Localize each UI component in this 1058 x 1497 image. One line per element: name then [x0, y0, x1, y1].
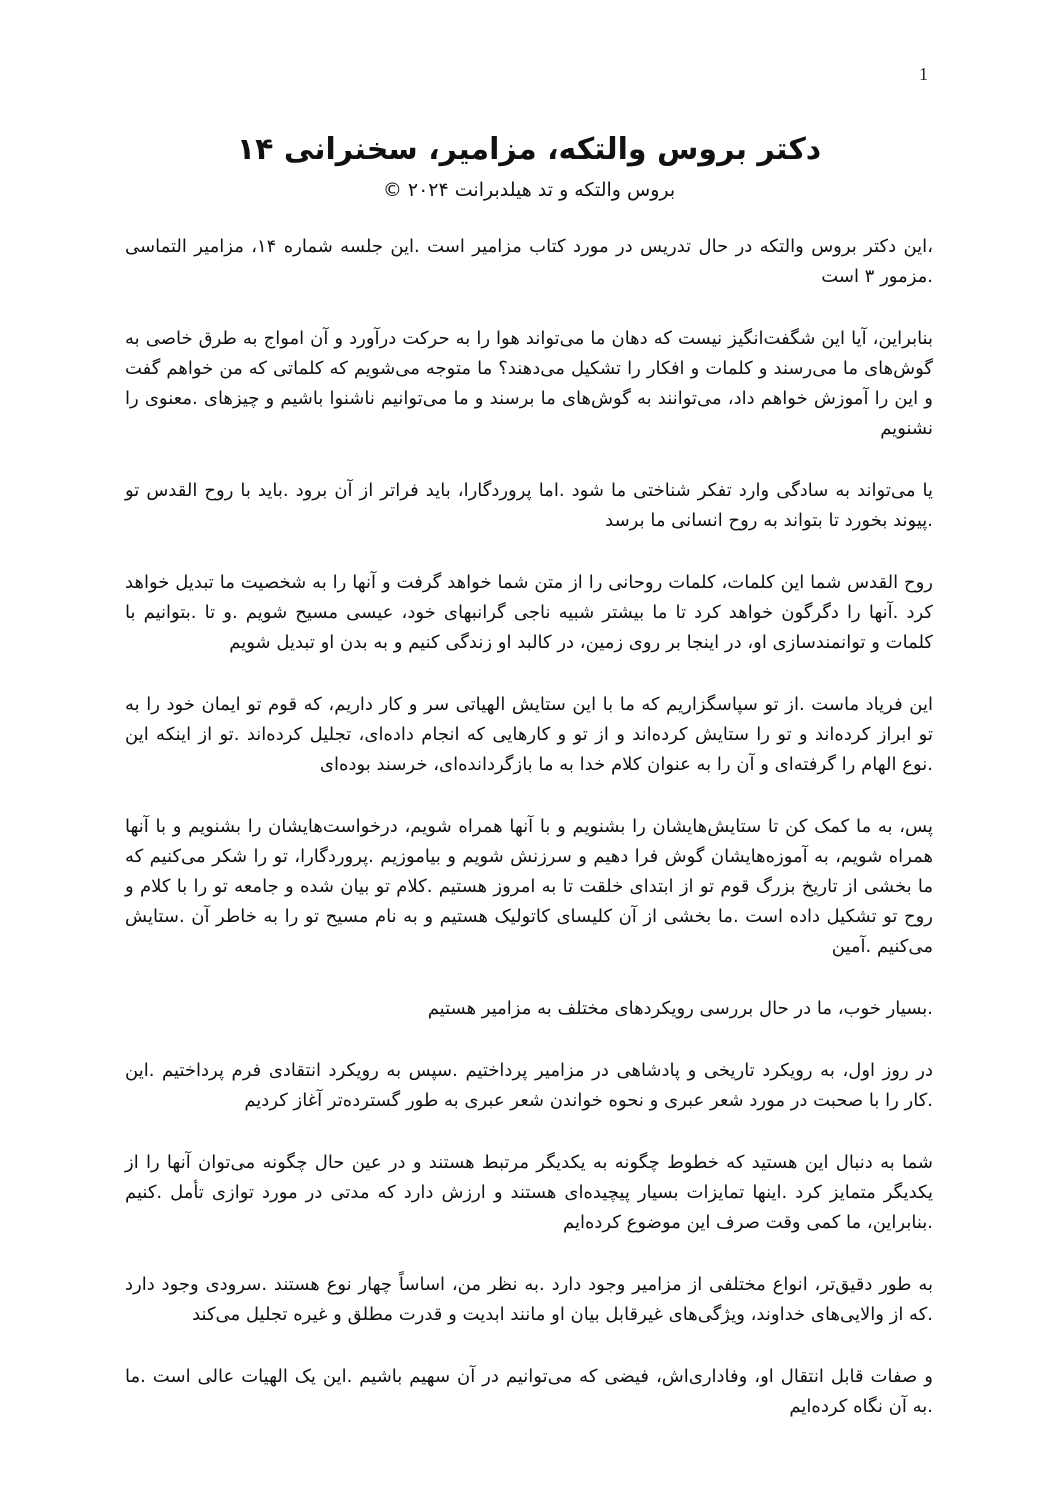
paragraph-1: ،این دکتر بروس والتکه در حال تدریس در مورد کتاب مزامیر است .این جلسه شماره ۱۴، مزامیر التماسی .مزمور ۳ است [125, 236, 933, 287]
page-number: 1 [919, 64, 928, 84]
paragraph-11: و صفات قابل انتقال او، وفاداری‌اش، فیضی که می‌توانیم در آن سهیم باشیم .این یک الهیات عالی است .ما .به آن نگاه کرده‌ایم [125, 1366, 933, 1417]
paragraph-7: .بسیار خوب، ما در حال بررسی رویکردهای مختلف به مزامیر هستیم [427, 998, 933, 1019]
document-subtitle: بروس والتکه و تد هیلدبرانت ۲۰۲۴ © [382, 179, 676, 201]
paragraph-9: شما به دنبال این هستید که خطوط چگونه به یکدیگر مرتبط هستند و در عین حال چگونه می‌توان آنها را از یکدیگر متمایز کرد .اینها تمایزات بسیار پیچیده‌ای هستند و ارزش دارد که مدتی در مورد توازی تأمل .کنیم .بنابراین، ما کمی وقت صرف این موضوع کرده‌ایم [125, 1152, 933, 1233]
paragraph-6: پس، به ما کمک کن تا ستایش‌هایشان را بشنویم و با آنها همراه شویم، درخواست‌هایشان را بشنویم و با آنها همراه شویم، به آموزه‌هایشان گوش فرا دهیم و سرزنش شویم و بیاموزیم .پروردگارا، تو را شکر می‌کنیم که ما بخشی از تاریخ بزرگ قوم تو از ابتدای خلقت تا به امروز هستیم .کلام تو بیان شده و جامعه تو را با کلام و روح تو تشکیل داده است .ما بخشی از آن کلیسای کاتولیک هستیم و به نام مسیح تو را به خاطر آن .ستایش می‌کنیم .آمین [125, 816, 933, 957]
paragraph-8: در روز اول، به رویکرد تاریخی و پادشاهی در مزامیر پرداختیم .سپس به رویکرد انتقادی فرم پرداختیم .این .کار را با صحبت در مورد شعر عبری و نحوه خواندن شعر عبری به طور گسترده‌تر آغاز کردیم [125, 1060, 933, 1111]
document-title: دکتر بروس والتکه، مزامیر، سخنرانی ۱۴ [236, 132, 822, 167]
paragraph-10: به طور دقیق‌تر، انواع مختلفی از مزامیر وجود دارد .به نظر من، اساساً چهار نوع هستند .سرودی وجود دارد .که از والایی‌های خداوند، ویژگی‌های غیرقابل بیان او مانند ابدیت و قدرت مطلق و غیره تجلیل می‌کند [125, 1274, 933, 1325]
paragraph-3: یا می‌تواند به سادگی وارد تفکر شناختی ما شود .اما پروردگارا، باید فراتر از آن برود .باید با روح القدس تو .پیوند بخورد تا بتواند به روح انسانی ما برسد [125, 480, 933, 531]
paragraph-5: این فریاد ماست .از تو سپاسگزاریم که ما با این ستایش الهیاتی سر و کار داریم، که قوم تو ایمان خود را به تو ابراز کرده‌اند و تو را ستایش کرده‌اند و از تو و کارهایی که انجام داده‌ای، تجلیل کرده‌اند .تو از اینکه این .نوع الهام را گرفته‌ای و آن را به عنوان کلام خدا به ما بازگردانده‌ای، خرسند بوده‌ای [125, 694, 933, 775]
paragraph-2: بنابراین، آیا این شگفت‌انگیز نیست که دهان ما می‌تواند هوا را به حرکت درآورد و آن امواج به طرق خاصی به گوش‌های ما می‌رسند و کلمات و افکار را تشکیل می‌دهند؟ ما متوجه می‌شویم که کلماتی که من خواهم گفت و این را آموزش خواهم داد، می‌توانند به گوش‌های ما برسند و ما می‌توانیم ناشنوا باشیم و چیزهای .معنوی را نشنویم [125, 328, 933, 439]
paragraph-4: روح القدس شما این کلمات، کلمات روحانی را از متن شما خواهد گرفت و آنها را به شخصیت ما تبدیل خواهد کرد .آنها را دگرگون خواهد کرد تا ما بیشتر شبیه ناجی گرانبهای خود، عیسی مسیح شویم .و تا .بتوانیم با کلمات و توانمندسازی او، در اینجا بر روی زمین، در کالبد او زندگی کنیم و به بدن او تبدیل شویم [125, 572, 933, 653]
document-body [125, 232, 933, 1454]
